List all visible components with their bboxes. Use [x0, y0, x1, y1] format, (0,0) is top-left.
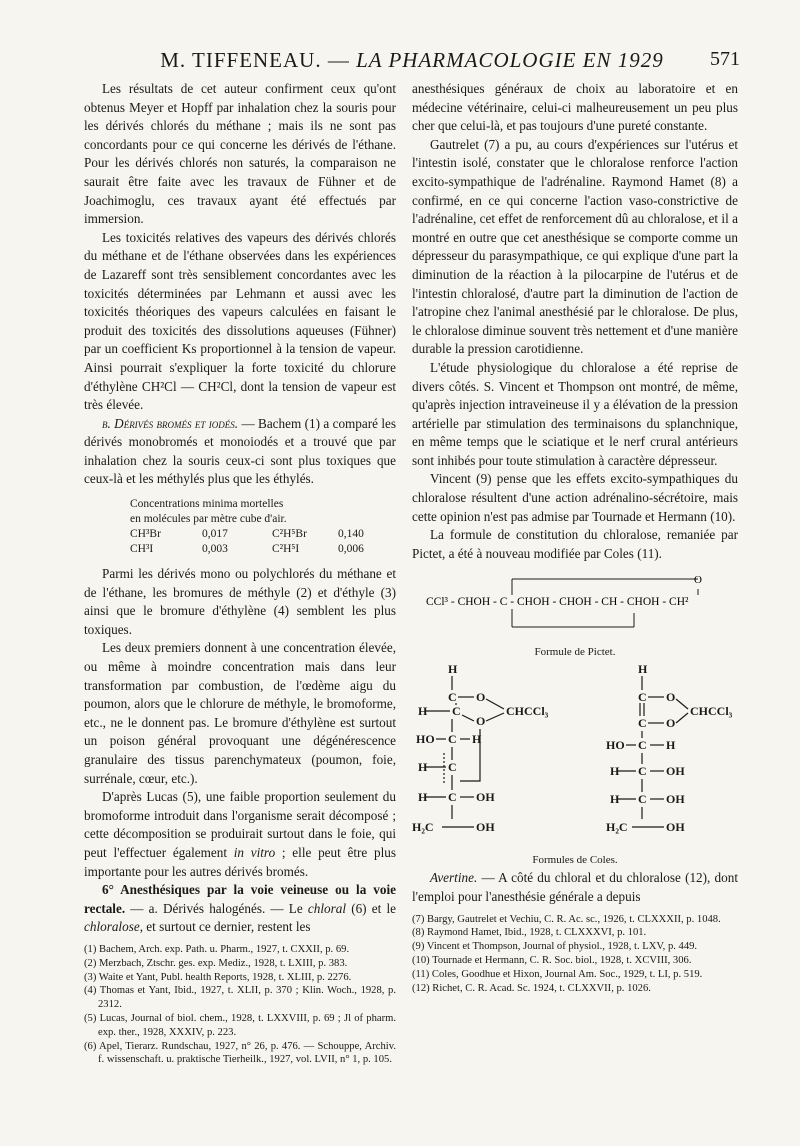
paragraph-italic: Avertine. [430, 870, 478, 886]
header-dash: — [327, 48, 350, 72]
atom-label: C [448, 690, 457, 705]
table-heading: Concentrations minima mortelles [130, 498, 284, 511]
footnote: (5) Lucas, Journal of biol. chem., 1928, t. LXXVIII, p. 69 ; Jl of pharm. exp. ther., 1928, XXXIV, p. 223. [84, 1012, 396, 1038]
page-number: 571 [710, 48, 740, 70]
group-label: OH [476, 790, 495, 805]
right-column [412, 80, 738, 995]
footnote: (10) Tournade et Hermann, C. R. Soc. biol., 1928, t. XCVIII, 306. [412, 955, 692, 967]
footnote: (6) Apel, Tierarz. Rundschau, 1927, n° 26, p. 476. — Schouppe, Archiv. f. wissenschaft. u. praktische Tierheilk., 1927, vol. LVII, n° 1, p. 105. [84, 1040, 396, 1066]
section-label: b. Dérivés bromés et iodés. [102, 415, 239, 431]
footnote: (7) Bargy, Gautrelet et Vechiu, C. R. Ac. sc., 1926, t. CLXXXII, p. 1048. [412, 913, 721, 925]
group-label: CHCCl₃ [506, 704, 549, 719]
footnote: (3) Waite et Yant, Publ. health Reports, 1928, t. XLIII, p. 2276. [84, 971, 352, 983]
paragraph: Parmi les dérivés mono ou polychlorés du méthane et de l'éthane, les bromures de méthyle (2) et d'éthyle (3) ainsi que le bromure d'éthylène (4) semblent les plus toxiques. [84, 566, 396, 637]
paragraph: La formule de constitution du chloralose, remaniée par Pictet, a été à nouveau modifiée par Coles (11). [412, 527, 738, 561]
group-label: H₂C [606, 820, 628, 835]
atom-label: C [638, 792, 647, 807]
paragraph: Les résultats de cet auteur confirment ceux qu'ont obtenus Meyer et Hopff par inhalation chez la souris pour les dérivés chlorés du méthane ; mais ils ne sont pas concordants pour ce qui concerne les dérivés de l'éthane. Pour les dérivés chlorés non saturés, la comparaison ne saurait être faite avec les travaux de Fühner et de Joachimoglu, ces travaux ayant été effectués par immersion. [84, 81, 396, 227]
section-heading: 6° Anesthésiques par la voie veineuse ou la voie rectale. [84, 882, 396, 916]
group-label: OH [476, 820, 495, 835]
atom-label: H [418, 760, 428, 775]
table-cell: 0,006 [338, 543, 364, 556]
atom-label: C [448, 732, 457, 747]
group-label: OH [666, 764, 685, 779]
atom-label: H [638, 662, 648, 677]
group-label: CHCCl₃ [690, 704, 733, 719]
atom-label: H [472, 732, 482, 747]
table-cell: 0,003 [202, 543, 228, 556]
paragraph: Vincent (9) pense que les effets excito-sympathiques du chloralose résultent d'une action adrénalino-sécrétoire, mais cette opinion n'est pas admise par Tournade et Hermann (10). [412, 471, 738, 524]
group-label: OH [666, 792, 685, 807]
header-title: LA PHARMACOLOGIE EN [356, 48, 612, 72]
group-label: HO [416, 732, 435, 747]
paragraph-text: , et surtout ce dernier, restent les [139, 919, 311, 935]
group-label: HO [606, 738, 625, 753]
footnote: (2) Merzbach, Ztschr. ges. exp. Mediz., 1928, t. LXIII, p. 383. [84, 957, 348, 969]
table-subheading: en molécules par mètre cube d'air. [130, 513, 287, 526]
coles-formulas-figure [412, 661, 738, 867]
footnote: (12) Richet, C. R. Acad. Sc. 1924, t. CLXXVII, p. 1026. [412, 982, 651, 994]
header-year: 1929 [617, 48, 664, 72]
atom-label: C [452, 704, 461, 719]
atom-label: C [638, 738, 647, 753]
paragraph [84, 881, 396, 937]
paragraph-italic: chloralose [84, 919, 140, 935]
footnote: (9) Vincent et Thompson, Journal of physiol., 1928, t. LXV, p. 449. [412, 941, 698, 953]
atom-label: H [448, 662, 458, 677]
paragraph: Les toxicités relatives des vapeurs des dérivés chlorés du méthane et de l'éthane observées dans les expériences de Lazareff sont très sensiblement concordantes avec les toxicités déterminées par Lehmann et aussi avec les toxicités théoriques des vapeurs calculées en faisant le produit des toxicités des dissolutions aqueuses (Fühner) par un coefficient Ks proportionnel à la tension de vapeur. Ainsi pourrait s'expliquer la forte toxicité du chlorure d'éthylène CH²Cl — CH²Cl, dont la tension de vapeur est très élevée. [84, 229, 396, 413]
paragraph: anesthésiques généraux de choix au laboratoire et en médecine vétérinaire, celui-ci malheureusement un peu plus cher que celui-là, et pas toujours d'une pureté constante. [412, 81, 738, 134]
paragraph: L'étude physiologique du chloralose a été reprise de divers côtés. S. Vincent et Thompson ont montré, de même, qu'après injection intraveineuse il y a élévation de la pression artérielle par stimulation des terminaisons du splanchnique, en même temps que le sciatique et le nerf crural antérieurs sont inhibés pour toute stimulation à caractère dépresseur. [412, 359, 738, 468]
bond-lines [426, 676, 688, 827]
table-cell: 0,017 [202, 528, 228, 541]
coles-formulas-diagram [412, 661, 738, 845]
table-cell: C²H⁵Br [272, 528, 307, 541]
atom-label: H [418, 704, 428, 719]
paragraph [412, 869, 738, 906]
table-cell: CH³Br [130, 528, 161, 541]
atom-label: O [476, 714, 486, 729]
group-label: H₂C [412, 820, 434, 835]
pictet-formula-diagram [412, 571, 738, 637]
atom-label: O [666, 690, 676, 705]
table-cell: CH³I [130, 543, 154, 556]
paragraph: Gautrelet (7) a pu, au cours d'expériences sur l'utérus et l'intestin isolé, constater que le chloralose renforce l'action excito-sympathique de l'adrénaline. Raymond Hamet (8) a confirmé, en ce qui concerne l'action vaso-constrictive de l'adrénaline, cet effet de renforcement dû au chloralose, et il a montré en outre que cet anesthésique se comporte comme un dépresseur du parasympathique, ce qui explique d'une part la diminution de la réaction à la pilocarpine de l'utérus et de l'intestin chloralosé, d'autre part la diminution de l'action de l'atropine chez l'animal anesthésié par le chloralose. De plus, le chloralose diminue souvent très nettement et d'une manière durable la pression carotidienne. [412, 136, 738, 357]
concentration-table [130, 497, 396, 557]
paragraph-text: — a. Dérivés halogénés. — Le [125, 900, 308, 916]
paragraph-text: — A côté du chloral et du chloralose (12), dont l'emploi pour l'anesthésie générale a depuis [412, 870, 738, 905]
atom-label: C [638, 764, 647, 779]
paragraph: Les deux premiers donnent à une concentration élevée, ou même à moindre concentration mais dans leur transformation par combustion, de l'œdème aigu du poumon, alors que le chlorure de méthyle, le bromoforme, etc., ne le donnent pas. Le bromure d'éthylène est surtout un poison général provoquant une dégénérescence granulaire des tissus parenchymateux (poumon, foie, surrénale, cœur, etc.). [84, 640, 396, 786]
table-cell: C²H⁵I [272, 543, 300, 556]
running-title [84, 48, 740, 73]
coles-caption: Formules de Coles. [532, 854, 618, 867]
footnotes-left [84, 943, 396, 1067]
paragraph [84, 415, 396, 489]
footnotes-right [412, 913, 738, 996]
paragraph-text: — Bachem (1) a comparé les dérivés monobromés et monoiodés et a trouvé que par inhalation chez la souris ceux-ci sont plus toxiques que ceux-là et les méthylés plus que les éthylés. [84, 415, 397, 487]
paragraph-text: D'après Lucas (5), une faible proportion seulement du bromoforme introduit dans l'organisme serait décomposé ; cette décomposition se produirait surtout dans le foie, qui peut l'effectuer également [84, 789, 396, 860]
atom-label: H [666, 738, 676, 753]
footnote: (1) Bachem, Arch. exp. Path. u. Pharm., 1927, t. CXXII, p. 69. [84, 943, 350, 955]
atom-label: C [638, 690, 647, 705]
left-column [84, 80, 396, 1067]
atom-label: H [610, 792, 620, 807]
pictet-formula-text: CCl³ - CHOH - C - CHOH - CHOH - CH - CHOH - CH² [426, 596, 689, 609]
paragraph-italic: chloral [307, 900, 347, 916]
atom-label: C [448, 790, 457, 805]
page-header [84, 48, 740, 76]
atom-label: H [418, 790, 428, 805]
pictet-caption: Formule de Pictet. [534, 646, 616, 659]
paragraph-text: ; elle peut être plus importante pour les autres dérivés bromés. [84, 844, 396, 879]
paragraph-text: (6) et le [346, 900, 396, 916]
pictet-oxygen-label: O [694, 574, 702, 587]
group-label: OH [666, 820, 685, 835]
table-cell: 0,140 [338, 528, 364, 541]
footnote: (11) Coles, Goodhue et Hixon, Journal Am. Soc., 1929, t. LI, p. 519. [412, 968, 703, 980]
table-row [130, 527, 396, 542]
table-row [130, 542, 396, 557]
paragraph [84, 788, 396, 881]
header-author: M. TIFFENEAU. [160, 48, 322, 72]
atom-label: O [476, 690, 486, 705]
atom-label: O [666, 716, 676, 731]
footnote: (4) Thomas et Yant, Ibid., 1927, t. XLII, p. 370 ; Klin. Woch., 1928, p. 2312. [84, 985, 396, 1011]
atom-label: C [638, 716, 647, 731]
pictet-formula-figure [412, 571, 738, 659]
atom-label: H [610, 764, 620, 779]
atom-label: C [448, 760, 457, 775]
paragraph-italic: in vitro [233, 844, 276, 860]
footnote: (8) Raymond Hamet, Ibid., 1928, t. CLXXXVI, p. 101. [412, 927, 647, 939]
